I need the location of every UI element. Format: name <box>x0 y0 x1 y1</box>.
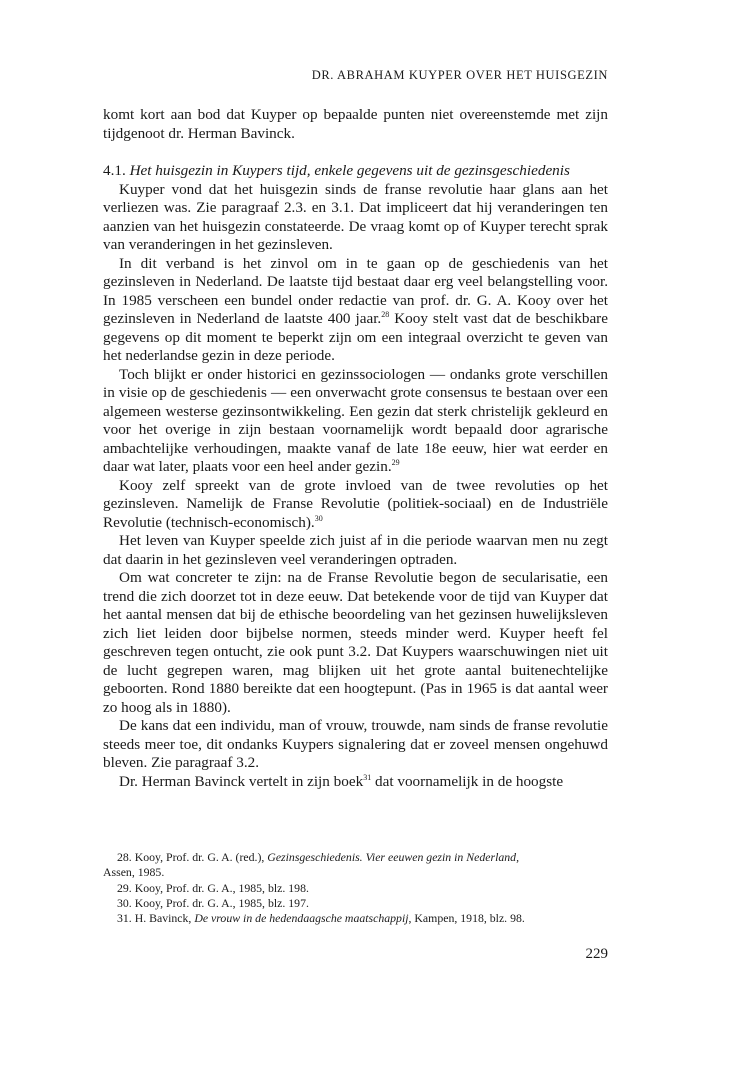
paragraph-6: Om wat concreter te zijn: na de Franse Revolutie begon de secularisatie, een trend die zich doorzet tot in deze eeuw. Dat betekende voor de tijd van Kuyper dat het aantal mensen dat bij de ethische beoordeling van het gezinsen huwelijksleven zich liet leiden door bijbelse normen, steeds minder werd. Kuyper heeft fel geschreven tegen ontucht, zie ook punt 3.2. Dat Kuypers waarschuwingen niet uit de lucht gegrepen waren, mag blijken uit het grote aantal buitenechtelijke geboorten. Rond 1880 bereikte dat een hoogtepunt. (Pas in 1965 is dat aantal weer zo hoog als in 1880). <box>103 569 608 716</box>
paragraph-8 <box>103 773 608 792</box>
paragraph-1: Kuyper vond dat het huisgezin sinds de franse revolutie haar glans aan het verliezen was. Zie paragraaf 2.3. en 3.1. Dat impliceert dat hij veranderingen ten aanzien van het huisgezin constateerde. De vraag komt op of Kuyper terecht sprak van veranderingen in het gezinsleven. <box>103 180 608 253</box>
footnote-28-continuation: Assen, 1985. <box>103 865 165 880</box>
paragraph-7: De kans dat een individu, man of vrouw, trouwde, nam sinds de franse revolutie steeds meer toe, dit ondanks Kuypers signalering dat er zoveel mensen ongehuwd bleven. Zie paragraaf 3.2. <box>103 717 608 771</box>
footnote-28-number: 28. <box>117 850 132 864</box>
footnote-ref-30[interactable]: 30 <box>314 513 323 523</box>
page-number: 229 <box>585 946 608 962</box>
footnote-29: 29. Kooy, Prof. dr. G. A., 1985, blz. 198. <box>117 880 309 895</box>
paragraph-2 <box>103 255 608 366</box>
paragraph-2-text-a: In dit verband is het zinvol om in te gaan op de geschiedenis van het gezinsleven in Nederland. De laatste tijd bestaat daar erg veel belangstelling voor. In 1985 verscheen een bundel onder redactie van prof. dr. G. A. Kooy over het gezinsleven in Nederland de laatste 400 jaar. <box>103 254 608 327</box>
footnote-31 <box>103 911 608 926</box>
footnote-28 <box>103 850 608 865</box>
paragraph-4-text: Kooy zelf spreekt van de grote invloed van de twee revoluties op het gezinsleven. Namelijk de Franse Revolutie (politiek-sociaal) en de Industriële Revolutie (technisch-economisch). <box>103 476 608 531</box>
paragraph-3-text: Toch blijkt er onder historici en gezinssociologen — ondanks grote verschillen in visie op de geschiedenis — een onverwacht grote consensus te bestaan over een algemeen westerse gezinsontwikkeling. Een gezin dat sterk christelijk gekleurd en voor het overige in zijn bestaan voornamelijk wordt bepaald door agrarische ambachtelijke verhoudingen, maakte vanaf de late 18e eeuw, hier wat eerder en daar wat later, plaats voor een heel ander gezin. <box>103 365 608 475</box>
footnote-31-author: H. Bavinck, <box>131 911 195 926</box>
opening-paragraph: komt kort aan bod dat Kuyper op bepaalde punten niet overeenstemde met zijn tijdgenoot dr. Herman Bavinck. <box>103 106 608 142</box>
footnotes <box>103 850 608 926</box>
footnote-ref-29[interactable]: 29 <box>391 458 400 467</box>
footnote-31-details: , Kampen, 1918, blz. 98. <box>408 911 525 926</box>
paragraph-5: Het leven van Kuyper speelde zich juist af in die periode waarvan men nu zegt dat daarin in het gezinsleven veel veranderingen optraden. <box>103 532 608 568</box>
running-head: DR. ABRAHAM KUYPER OVER HET HUISGEZIN <box>311 68 608 82</box>
section-heading <box>103 162 608 181</box>
paragraph-3 <box>103 366 608 477</box>
footnote-28-title: Gezinsgeschiedenis. Vier eeuwen gezin in Nederland, <box>267 850 520 864</box>
body-text <box>103 106 608 791</box>
section-number: 4.1. <box>103 162 126 179</box>
footnote-ref-31[interactable]: 31 <box>363 772 372 782</box>
footnote-28-author: Kooy, Prof. dr. G. A. (red.), <box>131 850 268 864</box>
footnote-ref-28[interactable]: 28 <box>381 310 390 319</box>
footnote-31-number: 31. <box>117 911 132 926</box>
footnote-30: 30. Kooy, Prof. dr. G. A., 1985, blz. 197. <box>117 895 309 910</box>
section-title: Het huisgezin in Kuypers tijd, enkele gegevens uit de gezinsgeschiedenis <box>129 162 570 179</box>
paragraph-4 <box>103 477 608 533</box>
footnote-31-title: De vrouw in de hedendaagsche maatschappij <box>194 911 409 926</box>
paragraph-8-text-a: Dr. Herman Bavinck vertelt in zijn boek <box>119 772 364 790</box>
paragraph-2-text-b: Kooy stelt vast dat de beschikbare gegevens op dit moment te beperkt zijn om een integraal overzicht te geven van het nederlandse gezin in deze periode. <box>103 310 608 364</box>
paragraph-8-text-b: dat voornamelijk in de hoogste <box>371 772 564 790</box>
